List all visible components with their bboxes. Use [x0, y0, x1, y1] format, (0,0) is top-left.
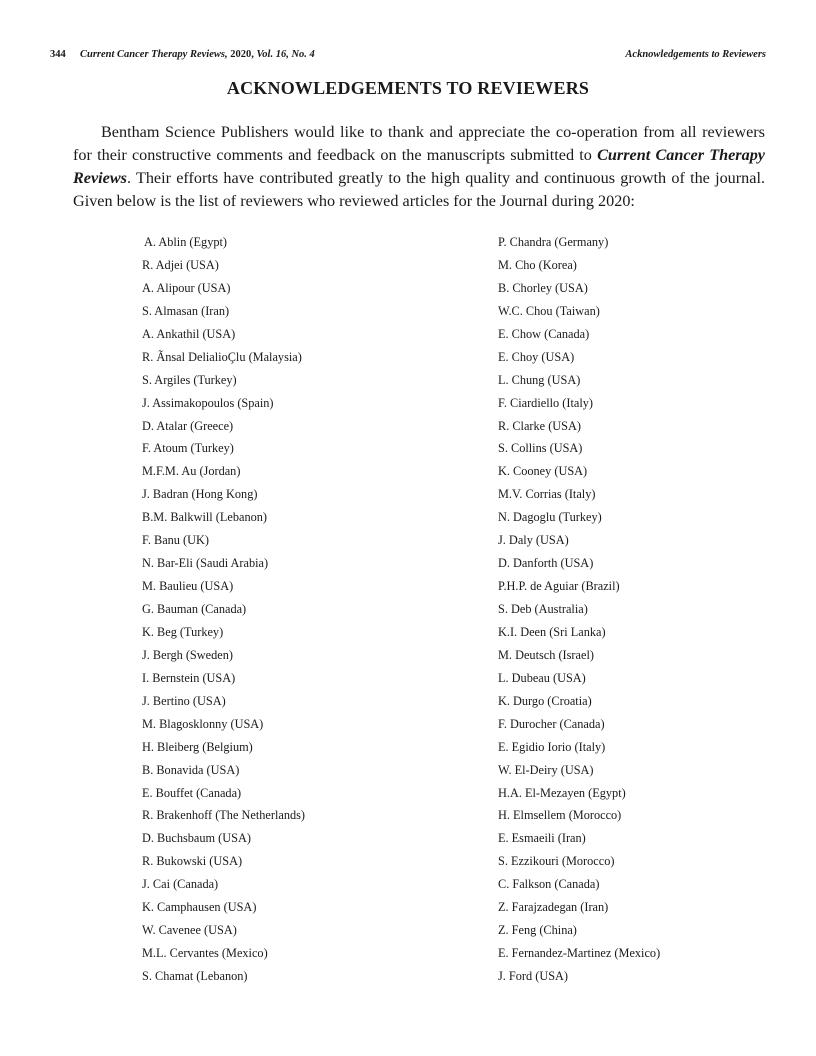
- reviewer-entry: J. Bertino (USA): [142, 693, 226, 708]
- reviewer-entry: Z. Feng (China): [498, 923, 577, 938]
- reviewer-entry: L. Chung (USA): [498, 372, 581, 387]
- reviewer-entry: R. Adjei (USA): [142, 257, 219, 272]
- reviewer-entry: D. Atalar (Greece): [142, 418, 234, 433]
- reviewer-entry: M. Baulieu (USA): [142, 579, 234, 594]
- reviewer-entry: P. Chandra (Germany): [498, 235, 609, 249]
- reviewer-entry: H. Bleiberg (Belgium): [142, 739, 253, 754]
- reviewer-entry: M. Blagosklonny (USA): [142, 716, 264, 731]
- reviewer-entry: J. Bergh (Sweden): [142, 647, 233, 662]
- reviewer-entry: Z. Farajzadegan (Iran): [498, 900, 609, 915]
- intro-text-after: . Their efforts have contributed greatly to the high quality and continuous growth of the journal. Given below is the list of reviewers who reviewed articles for the Journal during 2020:: [73, 169, 765, 210]
- reviewer-entry: E. Fernandez-Martinez (Mexico): [498, 946, 661, 961]
- reviewer-entry: A. Ablin (Egypt): [144, 235, 227, 249]
- running-header: [50, 48, 766, 62]
- reviewer-entry: A. Ankathil (USA): [142, 326, 236, 341]
- reviewer-entry: F. Durocher (Canada): [498, 716, 605, 731]
- reviewer-entry: K. Camphausen (USA): [142, 900, 257, 915]
- reviewer-entry: E. Egidio Iorio (Italy): [498, 739, 606, 754]
- reviewer-entry: M. Cho (Korea): [498, 257, 577, 272]
- reviewer-entry: C. Falkson (Canada): [498, 877, 600, 892]
- reviewer-entry: M.V. Corrias (Italy): [498, 487, 596, 502]
- reviewer-entry: H. Elmsellem (Morocco): [498, 808, 622, 823]
- reviewer-entry: S. Collins (USA): [498, 441, 583, 456]
- reviewer-entry: K. Durgo (Croatia): [498, 693, 592, 708]
- reviewer-entry: G. Bauman (Canada): [142, 602, 247, 616]
- reviewer-entry: R. Bukowski (USA): [142, 854, 243, 869]
- reviewer-entry: E. Chow (Canada): [498, 326, 590, 341]
- reviewer-list-left: [142, 234, 305, 991]
- reviewer-entry: D. Buchsbaum (USA): [142, 831, 251, 846]
- reviewer-entry: J. Badran (Hong Kong): [142, 487, 258, 502]
- reviewer-entry: N. Bar-Eli (Saudi Arabia): [142, 556, 269, 571]
- reviewer-entry: B. Bonavida (USA): [142, 762, 240, 777]
- reviewer-entry: D. Danforth (USA): [498, 556, 594, 571]
- reviewer-list-right: [498, 234, 660, 991]
- page-number: 344: [50, 49, 66, 60]
- reviewer-entry: L. Dubeau (USA): [498, 670, 586, 685]
- reviewer-entry: N. Dagoglu (Turkey): [498, 510, 602, 525]
- intro-journal-name: Current Cancer Therapy Reviews: [73, 146, 765, 187]
- reviewer-entry: S. Almasan (Iran): [142, 303, 230, 318]
- reviewer-entry: K. Beg (Turkey): [142, 624, 224, 639]
- journal-citation: [80, 48, 315, 62]
- reviewer-entry: E. Esmaeili (Iran): [498, 831, 586, 846]
- reviewer-entry: K. Cooney (USA): [498, 464, 588, 479]
- reviewer-entry: A. Alipour (USA): [142, 280, 231, 295]
- intro-text-before: Bentham Science Publishers would like to thank and appreciate the co-operation from all reviewers for their constructive comments and feedback on the manuscripts submitted to: [73, 123, 765, 164]
- reviewer-entry: R. Clarke (USA): [498, 418, 581, 433]
- reviewer-entry: S. Ezzikouri (Morocco): [498, 854, 615, 869]
- reviewer-entry: J. Ford (USA): [498, 969, 569, 983]
- journal-citation-year: 2020,: [227, 49, 257, 60]
- journal-citation-volume: Vol. 16, No. 4: [256, 49, 315, 60]
- journal-citation-title: Current Cancer Therapy Reviews,: [80, 49, 228, 60]
- reviewer-entry: I. Bernstein (USA): [142, 670, 236, 685]
- reviewer-entry: M. Deutsch (Israel): [498, 647, 594, 662]
- reviewer-entry: F. Banu (UK): [142, 533, 209, 548]
- reviewer-entry: M.F.M. Au (Jordan): [142, 464, 241, 479]
- section-title: Acknowledgements to Reviewers: [625, 49, 766, 60]
- reviewer-entry: E. Bouffet (Canada): [142, 785, 242, 800]
- reviewer-entry: W.C. Chou (Taiwan): [498, 303, 600, 318]
- reviewer-entry: S. Deb (Australia): [498, 602, 588, 616]
- reviewer-entry: F. Atoum (Turkey): [142, 441, 234, 456]
- reviewer-entry: R. Brakenhoff (The Netherlands): [142, 808, 305, 823]
- reviewer-entry: B.M. Balkwill (Lebanon): [142, 510, 267, 525]
- reviewer-entry: H.A. El-Mezayen (Egypt): [498, 785, 626, 800]
- reviewer-entry: J. Cai (Canada): [142, 877, 219, 892]
- reviewer-entry: W. Cavenee (USA): [142, 923, 237, 938]
- reviewer-entry: F. Ciardiello (Italy): [498, 395, 593, 410]
- reviewer-entry: P.H.P. de Aguiar (Brazil): [498, 579, 620, 594]
- intro-paragraph: [73, 121, 765, 213]
- reviewer-entry: M.L. Cervantes (Mexico): [142, 946, 268, 961]
- page-title: ACKNOWLEDGEMENTS TO REVIEWERS: [226, 78, 590, 98]
- reviewer-entry: R. Ãnsal DelialioÇlu (Malaysia): [142, 349, 302, 364]
- reviewer-entry: S. Argiles (Turkey): [142, 372, 237, 387]
- reviewer-entry: B. Chorley (USA): [498, 280, 588, 295]
- reviewer-entry: E. Choy (USA): [498, 349, 575, 364]
- reviewer-entry: W. El-Deiry (USA): [498, 762, 594, 777]
- reviewer-entry: J. Daly (USA): [498, 533, 569, 548]
- reviewer-entry: J. Assimakopoulos (Spain): [142, 395, 274, 410]
- reviewer-entry: S. Chamat (Lebanon): [142, 969, 248, 983]
- reviewer-entry: K.I. Deen (Sri Lanka): [498, 624, 606, 639]
